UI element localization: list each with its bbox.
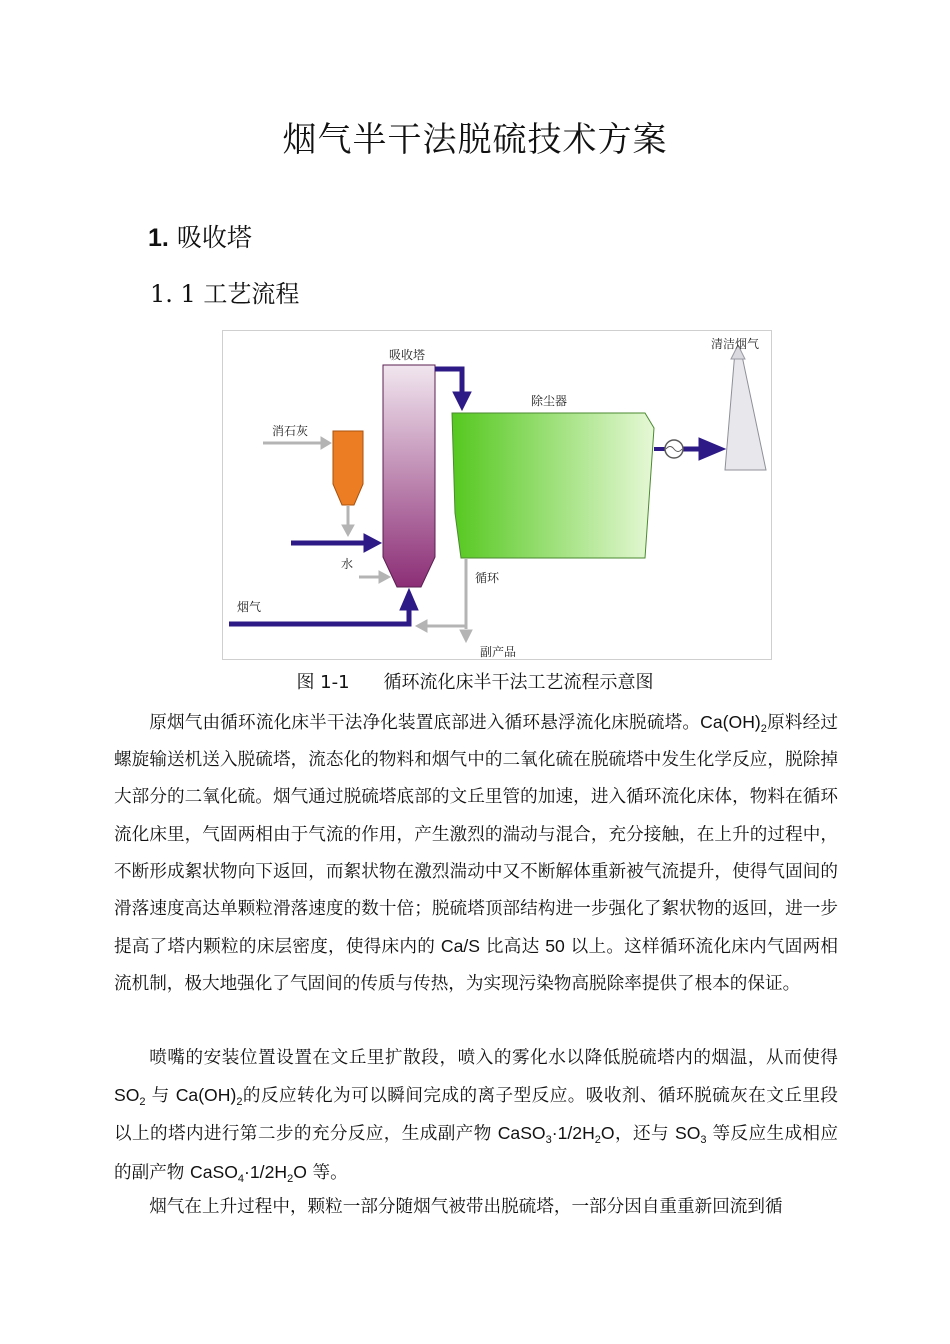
label-recycle: 循环 [475, 571, 500, 585]
label-absorber: 吸收塔 [389, 348, 426, 362]
section-heading-1 [148, 218, 252, 254]
section-title: 吸收塔 [176, 223, 252, 252]
document-title: 烟气半干法脱硫技术方案 [282, 120, 668, 160]
lime-silo [333, 431, 363, 505]
section-number: 1. [148, 224, 169, 252]
paragraph-1: 原烟气由循环流化床半干法净化装置底部进入循环悬浮流化床脱硫塔。$Ca(OH)_2$原料经过螺旋输送机送入脱硫塔，流态化的物料和烟气中的二氧化硫在脱硫塔中发生化学反应，脱除掉大部分的二氧化硫。烟气通过脱硫塔底部的文丘里管的加速，进入循环流化床体，物料在循环流化床里，气固两相由于气流的作用，产生激烈的湍动与混合，充分接触，在上升的过程中，不断形成絮状物向下返回，而絮状物在激烈湍动中又不断解体重新被气流提升，使得气固间的滑落速度高达单颗粒滑落速度的数十倍；脱硫塔顶部结构进一步强化了絮状物的返回，进一步提高了塔内颗粒的床层密度，使得床内的 Ca/S 比高达 50 以上。这样循环流化床内气固两相流机制，极大地强化了气固间的传质与传热，为实现污染物高脱除率提供了根本的保证。 [114, 712, 838, 995]
paragraph-3: 烟气在上升过程中，颗粒一部分随烟气被带出脱硫塔，一部分因自重重新回流到循 [149, 1197, 783, 1217]
label-clean-gas: 清洁烟气 [711, 337, 760, 351]
label-lime: 消石灰 [272, 424, 309, 438]
label-byproduct: 副产品 [480, 645, 517, 659]
absorber-tower [383, 365, 435, 587]
paragraph-2: 喷嘴的安装位置设置在文丘里扩散段，喷入的雾化水以降低脱硫塔内的烟温，从而使得 $SO_2$ 与 $Ca(OH)_2$的反应转化为可以瞬间完成的离子型反应。吸收剂、循环脱硫灰在文丘里段以上的塔内进行第二步的充分反应，生成副产物 $CaSO_3\cdot 1/2H_2O$，还与 $SO_3$ 等反应生成相应的副产物 $CaSO_4\cdot 1/2H_2O$ 等。 [114, 1048, 839, 1185]
figure-caption-number: 图 1-1 [296, 672, 350, 693]
section-heading-1-1: 1. 1 工艺流程 [150, 280, 300, 308]
label-water: 水 [341, 557, 354, 571]
figure-caption-text: 循环流化床半干法工艺流程示意图 [383, 672, 654, 693]
label-dust-collector: 除尘器 [531, 394, 568, 408]
label-flue-gas: 烟气 [237, 600, 262, 614]
process-flow-diagram [222, 330, 772, 660]
chimney-stack [725, 351, 766, 470]
figure-caption [0, 668, 950, 694]
dust-collector [452, 413, 654, 558]
